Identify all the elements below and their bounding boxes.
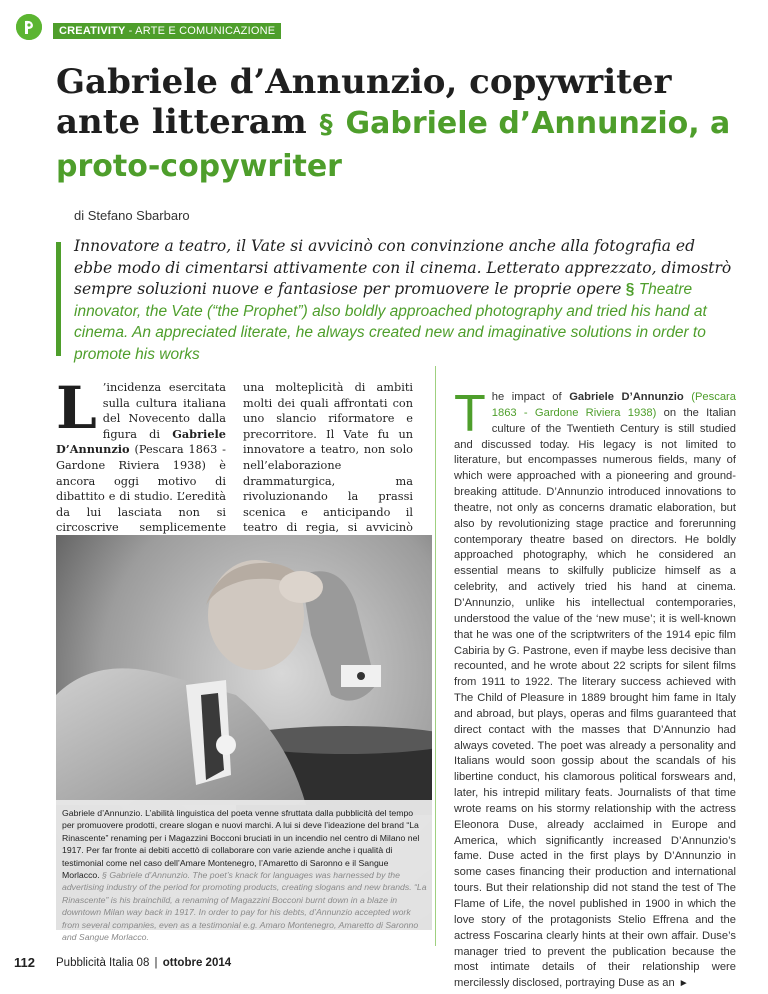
title-separator: §	[319, 110, 333, 140]
byline: di Stefano Sbarbaro	[74, 208, 190, 223]
title-english: Gabriele d’Annunzio, a proto-copywriter	[56, 106, 731, 184]
footer-magazine: Pubblicità Italia 08	[56, 957, 150, 969]
body-english-text: on the Italian culture of the Twentieth Century is still studied and discussed today. His legacy is not limited to literature, but encompasses numerous fields, many of which were approached with a pioneering and ground-breaking attitude. D’Annunzio introduced innovations to theatre, not only as concerns dramatic elaboration, but also by revolutionizing stage practice and forerunning contemporary theatre based on directors. He boldly approached photography, which he considered an essential means to skilfully publicize himself as a celebrity, and actively tried his hand at cinema. D’Annunzio, unlike his intellectual contemporaries, understood the value of the ‘new muse’; it is well-known that he was one of the scriptwriters of the 1914 epic film Cabiria by G. Pastrone, even if maybe less decisive than recounted, and he wrote about 22 scripts for silent films from 1911 to 1922. The literary success achieved with The Child of Pleasure in 1889 brought him fame in Italy and abroad, but plays, operas and films guaranteed that direct contact with the masses that D’Annunzio had always coveted. The poet was already a personality and Italians would soon gossip about the scandals of his libertine conduct, his clamorous political forswears and, later, his intrepid military feats. Journalists of that time wrote reams on his stormy relationship with the actress Eleonora Duse, already acclaimed in Europe and America, which significantly increased D’Annunzio’s fame. Duse acted in the first plays by D’Annunzio in some cases financing their production and international tours. But their relationship did not stand the test of The Flame of Life, the novel published in 1900 in which the love story of the protagonists Stelio Effrena and the actress Foscarina clearly hints at their own affair. Duse’s manager tried to prevent the publication because the most intimate details of their relationship were mercilessly disclosed, portraying Duse as an	[454, 406, 736, 990]
body-english-column	[454, 385, 736, 992]
body-italian-name: Gabriele D’Annunzio	[56, 426, 226, 457]
body-english-intro: he impact of	[491, 391, 570, 403]
column-divider	[435, 366, 436, 946]
page-number: 112	[14, 955, 35, 970]
lead-accent-bar	[56, 242, 61, 356]
body-english-name: Gabriele D’Annunzio	[569, 391, 684, 403]
section-tag	[53, 23, 281, 39]
footer-date: ottobre 2014	[162, 957, 232, 969]
title-italian: Gabriele d’Annunzio, copywriter ante litteram	[56, 62, 672, 142]
dropcap-english: T	[454, 385, 486, 443]
body-italian-col1-rest: (Pescara 1863 - Gardone Riviera 1938) è ancora oggi motivo di dibattito e di studio. L’eredità da lui lasciata non si circoscrive semplicemente	[56, 443, 226, 535]
section-sublabel: - ARTE E COMUNICAZIONE	[128, 25, 276, 37]
footer-separator: |	[154, 957, 158, 969]
body-english-name-dates: (Pescara 1863 - Gardone Riviera 1938)	[491, 391, 736, 419]
body-italian-intro: ’incidenza esercitata sulla cultura italiana del Novecento dalla figura di	[102, 381, 226, 441]
lead-separator: §	[625, 281, 635, 298]
photo-caption	[62, 807, 428, 943]
article-title	[56, 62, 736, 187]
body-italian-col2: una molteplicità di ambiti molti dei quali affrontati con uno slancio riformatore e precorritore. Il Vate fu un innovatore a teatro, non solo nell’elaborazione drammaturgica, ma rivoluzionando la prassi scenica e anticipando il teatro di regia, si avvicinò	[243, 381, 413, 535]
caption-english: Gabriele d’Annunzio. The poet’s knack for languages was harnessed by the advertising industry of the period for promoting products, creating slogans and new brands. “La Rinascente” is his brainchild, a renaming of Magazzini Bocconi burnt down in a blaze in downtown Milan way back in 1917. In order to pay for his debts, d’Annunzio accepted work from several companies, even as a testimonial e.g. Amaro Montenegro, Amaretto di Saronno and Sangue Morlacco.	[62, 870, 427, 943]
lead-paragraph	[74, 236, 734, 365]
magazine-logo-icon	[16, 14, 42, 40]
footer	[56, 957, 231, 969]
lead-english: Theatre innovator, the Vate (“the Prophet”) also boldly approached photography and tried his hand at cinema. An appreciated literate, he always created new and imaginative solutions in order to promote his works	[74, 281, 707, 363]
dropcap-italian: L	[56, 374, 97, 442]
caption-separator: §	[102, 870, 107, 881]
body-italian-column-2	[243, 380, 413, 553]
continue-arrow-english-icon: ►	[678, 978, 689, 990]
caption-italian: Gabriele d’Annunzio. L’abilità linguistica del poeta venne sfruttata dalla pubblicità del tempo per promuovere prodotti, creare slogan e nuovi marchi. A lui si deve l’ideazione del brand “La Rinascente” renaming per i Magazzini Bocconi bruciati in un incendio nel centro di Milano nel 1917. Per far fronte ai debiti accettò di collaborare con varie aziende anche i qualità di testimonial come nel caso dell’Amare Montenegro, l’Amaretto di Saronno e il Sangue Morlacco.	[62, 808, 420, 881]
section-label: CREATIVITY	[59, 25, 126, 37]
lead-italian: Innovatore a teatro, il Vate si avvicinò con convinzione anche alla fotografia ed ebbe modo di cimentarsi attivamente con il cinema. Letterato apprezzato, dimostrò sempre soluzioni nuove e fantasiose per promuovere le proprie opere	[74, 237, 732, 298]
